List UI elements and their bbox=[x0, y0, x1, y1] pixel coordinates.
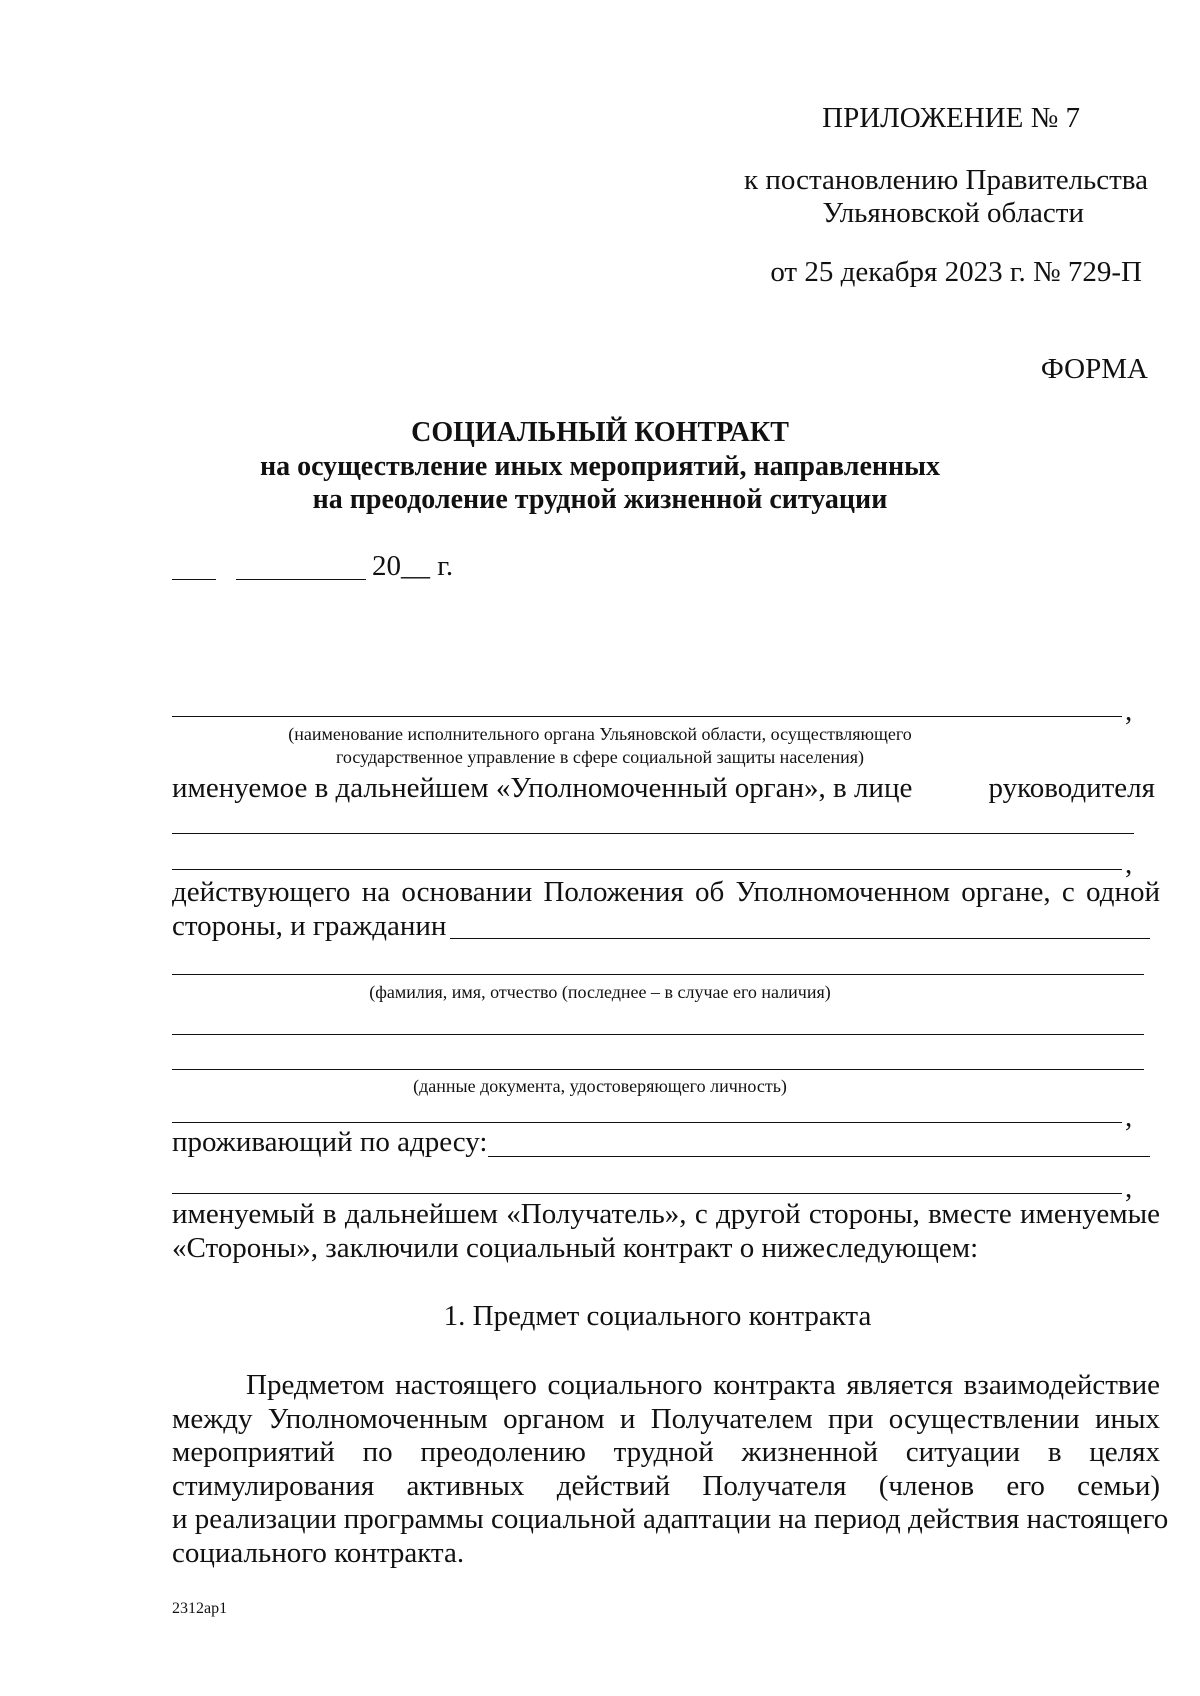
caption-fio: (фамилия, имя, отчество (последнее – в случае его наличия) bbox=[369, 982, 831, 1002]
named-recipient-line-1: именуемый в дальнейшем «Получатель», с другой стороны, вместе именуемые bbox=[172, 1198, 1160, 1230]
citizen-name-blank-2[interactable] bbox=[172, 974, 1144, 975]
resolution-line-1: к постановлению Правительства bbox=[744, 164, 1148, 196]
comma: , bbox=[1125, 1101, 1133, 1133]
acting-basis-line-1: действующего на основании Положения об Уполномоченном органе, с одной bbox=[172, 876, 1160, 908]
document-title: СОЦИАЛЬНЫЙ КОНТРАКТ bbox=[411, 417, 789, 448]
date-day-blank[interactable] bbox=[172, 579, 216, 580]
document-subtitle-1: на осуществление иных мероприятий, направленных bbox=[259, 451, 941, 482]
section-1-heading: 1. Предмет социального контракта bbox=[443, 1300, 872, 1332]
comma: , bbox=[1125, 695, 1133, 727]
acting-basis-line-2: стороны, и гражданин bbox=[172, 910, 447, 942]
head-word: руководителя bbox=[988, 772, 1155, 804]
residing-label: проживающий по адресу: bbox=[172, 1126, 488, 1158]
document-code: 2312ap1 bbox=[172, 1600, 228, 1617]
named-as-organ-text: именуемое в дальнейшем «Уполномоченный орган», в лице bbox=[172, 772, 913, 804]
organ-name-blank[interactable] bbox=[172, 716, 1122, 717]
section-1-para-line-2: между Уполномоченным органом и Получателем при осуществлении иных bbox=[172, 1403, 1160, 1435]
comma: , bbox=[1125, 1172, 1133, 1204]
resolution-line-2: Ульяновской области bbox=[822, 197, 1084, 229]
id-document-blank-3[interactable] bbox=[172, 1122, 1122, 1123]
date-year: 20__ г. bbox=[372, 550, 454, 582]
document-subtitle-2: на преодоление трудной жизненной ситуации bbox=[312, 484, 888, 515]
date-month-blank[interactable] bbox=[236, 579, 366, 580]
caption-id-document: (данные документа, удостоверяющего личность) bbox=[413, 1076, 787, 1096]
section-1-para-line-1: Предметом настоящего социального контракта является взаимодействие bbox=[246, 1369, 1160, 1401]
head-name-blank-1[interactable] bbox=[172, 833, 1134, 834]
section-1-para-line-3: мероприятий по преодолению трудной жизненной ситуации в целях bbox=[172, 1436, 1160, 1468]
caption-organ-2: государственное управление в сфере социальной защиты населения) bbox=[335, 747, 865, 767]
comma: , bbox=[1125, 848, 1133, 880]
citizen-name-blank-1[interactable] bbox=[450, 938, 1150, 939]
section-1-para-line-5: и реализации программы социальной адаптации на период действия настоящего bbox=[172, 1503, 1169, 1535]
head-name-blank-2[interactable] bbox=[172, 869, 1122, 870]
section-1-para-line-6: социального контракта. bbox=[172, 1537, 465, 1569]
address-blank-2[interactable] bbox=[172, 1193, 1122, 1194]
named-recipient-line-2: «Стороны», заключили социальный контракт о нижеследующем: bbox=[172, 1232, 979, 1264]
resolution-date-number: от 25 декабря 2023 г. № 729-П bbox=[770, 256, 1142, 288]
id-document-blank-1[interactable] bbox=[172, 1034, 1144, 1035]
form-label: ФОРМА bbox=[1040, 353, 1148, 385]
id-document-blank-2[interactable] bbox=[172, 1069, 1144, 1070]
section-1-para-line-4: стимулирования активных действий Получателя (членов его семьи) bbox=[172, 1470, 1160, 1502]
address-blank-1[interactable] bbox=[488, 1156, 1150, 1157]
appendix-label: ПРИЛОЖЕНИЕ № 7 bbox=[822, 102, 1080, 134]
caption-organ-1: (наименование исполнительного органа Ульяновской области, осуществляющего bbox=[288, 724, 912, 744]
